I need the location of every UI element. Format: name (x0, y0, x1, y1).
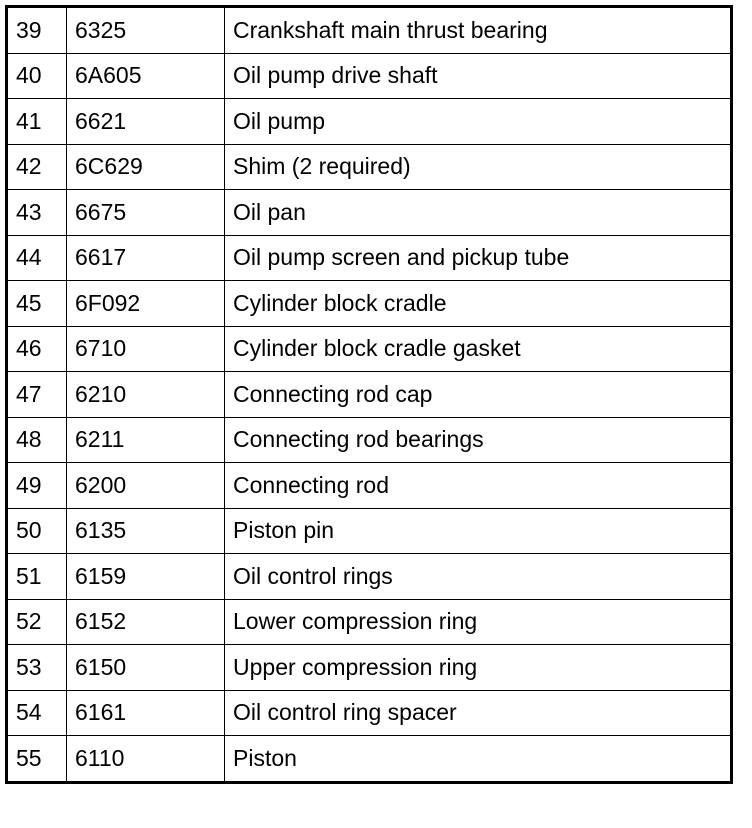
description-cell: Shim (2 required) (225, 144, 732, 190)
item-number-cell: 44 (7, 235, 67, 281)
description-cell: Cylinder block cradle gasket (225, 326, 732, 372)
part-number-cell: 6C629 (67, 144, 225, 190)
parts-table (5, 5, 733, 784)
description-cell: Piston pin (225, 508, 732, 554)
part-number-cell: 6710 (67, 326, 225, 372)
table-row (7, 690, 732, 736)
part-number-cell: 6621 (67, 99, 225, 145)
description-cell: Oil pan (225, 190, 732, 236)
table-row (7, 508, 732, 554)
description-cell: Oil pump (225, 99, 732, 145)
item-number-cell: 46 (7, 326, 67, 372)
item-number-cell: 48 (7, 417, 67, 463)
description-cell: Lower compression ring (225, 599, 732, 645)
table-row (7, 599, 732, 645)
description-cell: Crankshaft main thrust bearing (225, 7, 732, 54)
table-row (7, 326, 732, 372)
table-row (7, 235, 732, 281)
item-number-cell: 41 (7, 99, 67, 145)
part-number-cell: 6150 (67, 645, 225, 691)
part-number-cell: 6210 (67, 372, 225, 418)
part-number-cell: 6161 (67, 690, 225, 736)
item-number-cell: 40 (7, 53, 67, 99)
description-cell: Connecting rod (225, 463, 732, 509)
description-cell: Oil control rings (225, 554, 732, 600)
item-number-cell: 47 (7, 372, 67, 418)
item-number-cell: 53 (7, 645, 67, 691)
item-number-cell: 45 (7, 281, 67, 327)
part-number-cell: 6F092 (67, 281, 225, 327)
table-row (7, 99, 732, 145)
table-row (7, 144, 732, 190)
description-cell: Connecting rod bearings (225, 417, 732, 463)
part-number-cell: 6675 (67, 190, 225, 236)
item-number-cell: 54 (7, 690, 67, 736)
item-number-cell: 55 (7, 736, 67, 783)
parts-table-body (7, 7, 732, 783)
description-cell: Oil pump screen and pickup tube (225, 235, 732, 281)
table-row (7, 417, 732, 463)
part-number-cell: 6617 (67, 235, 225, 281)
table-row (7, 281, 732, 327)
description-cell: Oil pump drive shaft (225, 53, 732, 99)
table-row (7, 372, 732, 418)
item-number-cell: 51 (7, 554, 67, 600)
part-number-cell: 6152 (67, 599, 225, 645)
table-row (7, 53, 732, 99)
table-row (7, 190, 732, 236)
description-cell: Cylinder block cradle (225, 281, 732, 327)
table-row (7, 554, 732, 600)
part-number-cell: 6135 (67, 508, 225, 554)
item-number-cell: 43 (7, 190, 67, 236)
description-cell: Connecting rod cap (225, 372, 732, 418)
part-number-cell: 6159 (67, 554, 225, 600)
part-number-cell: 6A605 (67, 53, 225, 99)
part-number-cell: 6325 (67, 7, 225, 54)
part-number-cell: 6200 (67, 463, 225, 509)
item-number-cell: 52 (7, 599, 67, 645)
item-number-cell: 42 (7, 144, 67, 190)
table-row (7, 7, 732, 54)
description-cell: Piston (225, 736, 732, 783)
table-row (7, 463, 732, 509)
table-row (7, 736, 732, 783)
item-number-cell: 39 (7, 7, 67, 54)
description-cell: Oil control ring spacer (225, 690, 732, 736)
item-number-cell: 50 (7, 508, 67, 554)
item-number-cell: 49 (7, 463, 67, 509)
description-cell: Upper compression ring (225, 645, 732, 691)
part-number-cell: 6110 (67, 736, 225, 783)
table-row (7, 645, 732, 691)
part-number-cell: 6211 (67, 417, 225, 463)
